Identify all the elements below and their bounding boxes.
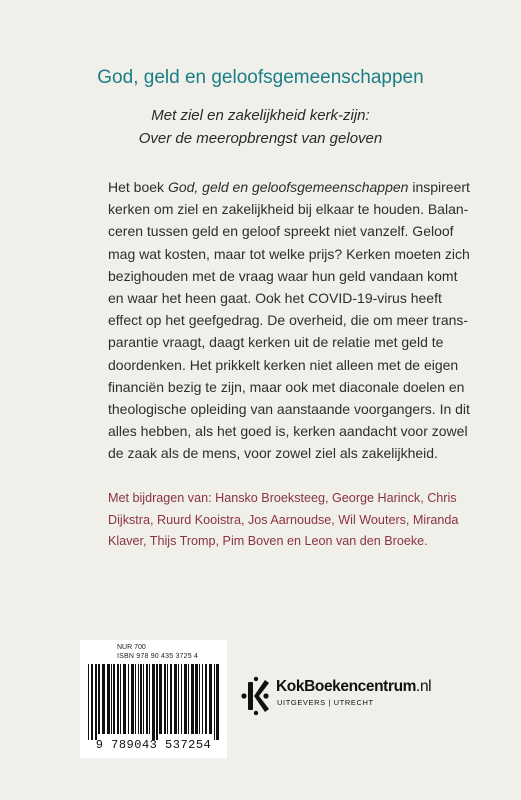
barcode-bar — [138, 664, 139, 734]
publisher-location: UITGEVERS | UTRECHT — [277, 698, 374, 707]
blurb-line: de zaak als de mens, voor zowel ziel als zakelijkheid. — [108, 445, 438, 462]
barcode-bar — [174, 664, 177, 734]
barcode-bar — [216, 664, 219, 740]
blurb-line: parantie vraagt, daagt kerken uit de relatie met geld te — [108, 334, 444, 351]
blurb-line: bezighouden met de vraag waar hun geld vandaan komt — [108, 267, 458, 284]
barcode-bar — [98, 664, 100, 734]
barcode-bar — [209, 664, 212, 734]
barcode-bar — [178, 664, 179, 734]
kok-boekencentrum-logo-icon — [240, 676, 272, 716]
blurb-line-1-prefix: Het boek — [108, 179, 168, 195]
isbn-number: ISBN 978 90 435 3725 4 — [117, 653, 199, 660]
subtitle-line-1: Met ziel en zakelijkheid kerk-zijn: — [151, 107, 370, 124]
blurb-line: mag wat kosten, maar tot welke prijs? Kerken moeten zich — [108, 245, 470, 262]
barcode-bar — [102, 664, 105, 734]
book-subtitle — [0, 104, 521, 150]
barcode-bar — [167, 664, 168, 734]
barcode-bar — [156, 664, 158, 740]
barcode-bar — [123, 664, 126, 734]
barcode-bar — [149, 664, 150, 734]
barcode-bar — [164, 664, 166, 734]
barcode-bars — [86, 664, 221, 740]
nur-code: NUR 700 — [117, 644, 146, 651]
barcode-bar — [191, 664, 194, 734]
blurb-line: theologische opleiding van aanstaande voorgangers. In dit — [108, 400, 470, 417]
barcode-bar — [128, 664, 129, 734]
barcode-bar — [195, 664, 198, 734]
barcode-bar — [205, 664, 207, 734]
subtitle-line-2: Over de meeropbrengst van geloven — [138, 130, 383, 147]
publisher-logo — [240, 676, 480, 716]
barcode-bar — [184, 664, 187, 734]
blurb-line: en waar het heen gaat. Ook het COVID-19-virus heeft — [108, 289, 442, 306]
book-title: God, geld en geloofsgemeenschappen — [97, 67, 424, 88]
blurb-line — [108, 176, 468, 198]
barcode-bar — [159, 664, 162, 734]
contributors-line: Dijkstra, Ruurd Kooistra, Jos Aarnoudse, Wil Wouters, Miranda — [108, 512, 459, 527]
barcode-bar — [131, 664, 134, 734]
blurb-line: doordenken. Het prikkelt kerken niet alleen met de eigen — [108, 356, 459, 373]
barcode-bar — [214, 664, 215, 740]
barcode-bar — [181, 664, 182, 734]
blurb-line-1-suffix: inspireert — [408, 179, 470, 195]
barcode-bar — [170, 664, 172, 734]
blurb-text — [108, 176, 468, 464]
barcode-bar — [113, 664, 115, 734]
publisher-name-suffix: .nl — [416, 678, 432, 695]
barcode-bar — [117, 664, 119, 734]
barcode-bar — [143, 664, 144, 734]
barcode-bar — [107, 664, 110, 734]
blurb-line: kerken om ziel en zakelijkheid bij elkaar te houden. Balan- — [108, 201, 469, 218]
barcode-bar — [140, 664, 142, 734]
barcode-bar — [88, 664, 89, 740]
blurb-line: effect op het geefgedrag. De overheid, die om meer trans- — [108, 312, 469, 329]
barcode-digits: 9 789043 537254 — [95, 738, 212, 752]
blurb-book-title: God, geld en geloofsgemeenschappen — [167, 179, 409, 195]
contributors-line: Klaver, Thijs Tromp, Pim Boven en Leon van den Broeke. — [108, 534, 428, 548]
publisher-name — [276, 678, 431, 696]
barcode-bar — [202, 664, 203, 734]
contributors-list — [108, 488, 478, 553]
barcode-bar — [152, 664, 155, 740]
barcode-bar — [91, 664, 93, 740]
barcode-bar — [95, 664, 97, 740]
barcode-bar — [120, 664, 121, 734]
barcode-bar — [188, 664, 189, 734]
blurb-line: ceren tussen geld en geloof spreekt niet vanzelf. Geloof — [108, 223, 454, 240]
publisher-name-main: KokBoekencentrum — [276, 678, 417, 695]
isbn-barcode — [80, 640, 227, 758]
barcode-bar — [146, 664, 148, 734]
barcode-bar — [135, 664, 136, 734]
blurb-line: financiën bezig te zijn, maar ook met diaconale doelen en — [108, 378, 465, 395]
barcode-bar — [111, 664, 112, 734]
barcode-bar — [199, 664, 200, 734]
contributors-line: Met bijdragen van: Hansko Broeksteeg, George Harinck, Chris — [108, 491, 457, 505]
blurb-line: alles hebben, als het goed is, kerken aandacht voor zowel — [108, 423, 468, 440]
